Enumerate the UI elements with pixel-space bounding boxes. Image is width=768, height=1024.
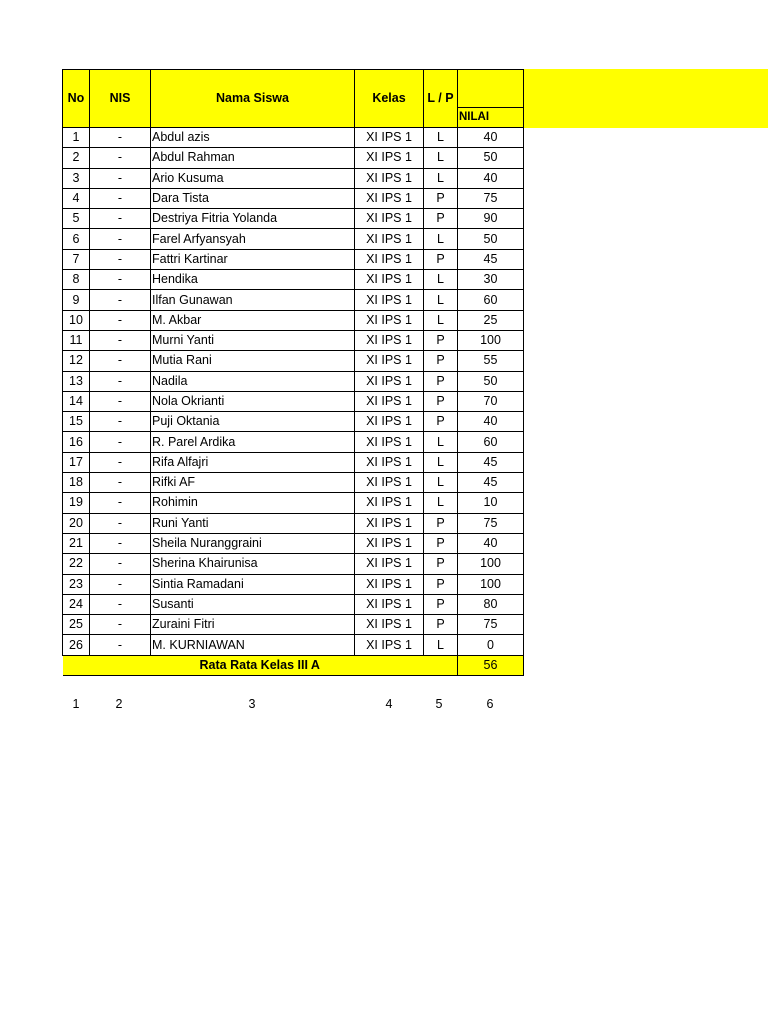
cell-nama[interactable]: Ario Kusuma xyxy=(151,168,355,188)
cell-nis[interactable]: - xyxy=(90,452,151,472)
table-row xyxy=(63,554,524,574)
cell-kelas[interactable]: XI IPS 1 xyxy=(355,615,424,635)
cell-nama[interactable]: Runi Yanti xyxy=(151,513,355,533)
cell-kelas[interactable]: XI IPS 1 xyxy=(355,188,424,208)
table-row xyxy=(63,574,524,594)
cell-nis[interactable]: - xyxy=(90,594,151,614)
table-row xyxy=(63,168,524,188)
cell-nama[interactable]: Puji Oktania xyxy=(151,412,355,432)
cell-no[interactable]: 23 xyxy=(63,574,90,594)
cell-nilai[interactable]: 75 xyxy=(458,513,524,533)
cell-nis[interactable]: - xyxy=(90,615,151,635)
cell-nama[interactable]: Zuraini Fitri xyxy=(151,615,355,635)
cell-nama[interactable]: R. Parel Ardika xyxy=(151,432,355,452)
table-row xyxy=(63,635,524,655)
cell-lp[interactable]: P xyxy=(424,391,458,411)
cell-lp[interactable]: P xyxy=(424,330,458,350)
header-nama: Nama Siswa xyxy=(151,70,355,128)
cell-nama[interactable]: M. KURNIAWAN xyxy=(151,635,355,655)
cell-kelas[interactable]: XI IPS 1 xyxy=(355,391,424,411)
cell-no[interactable]: 7 xyxy=(63,249,90,269)
cell-kelas[interactable]: XI IPS 1 xyxy=(355,432,424,452)
cell-nis[interactable]: - xyxy=(90,188,151,208)
cell-kelas[interactable]: XI IPS 1 xyxy=(355,412,424,432)
cell-nis[interactable]: - xyxy=(90,351,151,371)
cell-kelas[interactable]: XI IPS 1 xyxy=(355,148,424,168)
header-lp: L / P xyxy=(424,70,458,128)
table-row xyxy=(63,473,524,493)
cell-nis[interactable]: - xyxy=(90,168,151,188)
cell-nilai[interactable]: 40 xyxy=(458,412,524,432)
cell-nilai[interactable]: 45 xyxy=(458,249,524,269)
cell-no[interactable]: 12 xyxy=(63,351,90,371)
grades-table xyxy=(62,69,524,676)
table-row xyxy=(63,493,524,513)
table-row xyxy=(63,391,524,411)
cell-nama[interactable]: Abdul azis xyxy=(151,128,355,148)
cell-nis[interactable]: - xyxy=(90,371,151,391)
table-row xyxy=(63,148,524,168)
header-nis: NIS xyxy=(90,70,151,128)
cell-lp[interactable]: L xyxy=(424,128,458,148)
column-number: 6 xyxy=(486,697,494,711)
cell-nilai[interactable]: 90 xyxy=(458,209,524,229)
cell-kelas[interactable]: XI IPS 1 xyxy=(355,270,424,290)
cell-nama[interactable]: M. Akbar xyxy=(151,310,355,330)
cell-nis[interactable]: - xyxy=(90,229,151,249)
header-nilai-blank xyxy=(458,70,523,108)
cell-kelas[interactable]: XI IPS 1 xyxy=(355,493,424,513)
cell-nis[interactable]: - xyxy=(90,290,151,310)
cell-no[interactable]: 25 xyxy=(63,615,90,635)
header-nilai-cell xyxy=(458,70,524,128)
cell-nis[interactable]: - xyxy=(90,493,151,513)
column-number-row xyxy=(0,697,768,717)
cell-nis[interactable]: - xyxy=(90,513,151,533)
cell-nilai[interactable]: 100 xyxy=(458,330,524,350)
cell-lp[interactable]: L xyxy=(424,229,458,249)
cell-nis[interactable]: - xyxy=(90,554,151,574)
header-kelas: Kelas xyxy=(355,70,424,128)
table-row xyxy=(63,615,524,635)
cell-kelas[interactable]: XI IPS 1 xyxy=(355,310,424,330)
table-row xyxy=(63,452,524,472)
cell-lp[interactable]: L xyxy=(424,270,458,290)
cell-no[interactable]: 11 xyxy=(63,330,90,350)
table-row xyxy=(63,128,524,148)
cell-nilai[interactable]: 75 xyxy=(458,615,524,635)
cell-kelas[interactable]: XI IPS 1 xyxy=(355,574,424,594)
table-row xyxy=(63,249,524,269)
cell-lp[interactable]: P xyxy=(424,574,458,594)
cell-nis[interactable]: - xyxy=(90,432,151,452)
cell-kelas[interactable]: XI IPS 1 xyxy=(355,473,424,493)
cell-nama[interactable]: Ilfan Gunawan xyxy=(151,290,355,310)
table-row xyxy=(63,371,524,391)
column-number: 4 xyxy=(385,697,393,711)
cell-nama[interactable]: Rohimin xyxy=(151,493,355,513)
cell-lp[interactable]: P xyxy=(424,188,458,208)
cell-no[interactable]: 20 xyxy=(63,513,90,533)
table-row xyxy=(63,290,524,310)
cell-no[interactable]: 17 xyxy=(63,452,90,472)
cell-no[interactable]: 18 xyxy=(63,473,90,493)
cell-no[interactable]: 15 xyxy=(63,412,90,432)
cell-nilai[interactable]: 45 xyxy=(458,452,524,472)
cell-nama[interactable]: Destriya Fitria Yolanda xyxy=(151,209,355,229)
cell-nilai[interactable]: 55 xyxy=(458,351,524,371)
cell-nama[interactable]: Murni Yanti xyxy=(151,330,355,350)
cell-no[interactable]: 5 xyxy=(63,209,90,229)
table-row xyxy=(63,432,524,452)
table-row xyxy=(63,310,524,330)
cell-no[interactable]: 4 xyxy=(63,188,90,208)
header-no: No xyxy=(63,70,90,128)
cell-lp[interactable]: L xyxy=(424,290,458,310)
cell-nama[interactable]: Farel Arfyansyah xyxy=(151,229,355,249)
cell-no[interactable]: 2 xyxy=(63,148,90,168)
cell-no[interactable]: 26 xyxy=(63,635,90,655)
cell-no[interactable]: 16 xyxy=(63,432,90,452)
cell-nama[interactable]: Rifa Alfajri xyxy=(151,452,355,472)
cell-lp[interactable]: L xyxy=(424,148,458,168)
cell-nilai[interactable]: 25 xyxy=(458,310,524,330)
cell-nilai[interactable]: 40 xyxy=(458,128,524,148)
cell-nilai[interactable]: 40 xyxy=(458,168,524,188)
cell-nilai[interactable]: 10 xyxy=(458,493,524,513)
table-row xyxy=(63,330,524,350)
cell-no[interactable]: 6 xyxy=(63,229,90,249)
cell-lp[interactable]: P xyxy=(424,412,458,432)
cell-nama[interactable]: Susanti xyxy=(151,594,355,614)
cell-kelas[interactable]: XI IPS 1 xyxy=(355,168,424,188)
column-number: 5 xyxy=(435,697,443,711)
cell-nis[interactable]: - xyxy=(90,209,151,229)
cell-no[interactable]: 8 xyxy=(63,270,90,290)
cell-lp[interactable]: L xyxy=(424,635,458,655)
cell-kelas[interactable]: XI IPS 1 xyxy=(355,554,424,574)
cell-no[interactable]: 10 xyxy=(63,310,90,330)
cell-lp[interactable]: L xyxy=(424,473,458,493)
cell-nama[interactable]: Abdul Rahman xyxy=(151,148,355,168)
average-label: Rata Rata Kelas III A xyxy=(63,655,458,675)
cell-no[interactable]: 24 xyxy=(63,594,90,614)
cell-kelas[interactable]: XI IPS 1 xyxy=(355,128,424,148)
cell-nilai[interactable]: 30 xyxy=(458,270,524,290)
cell-kelas[interactable]: XI IPS 1 xyxy=(355,249,424,269)
cell-lp[interactable]: P xyxy=(424,554,458,574)
cell-lp[interactable]: L xyxy=(424,493,458,513)
cell-nis[interactable]: - xyxy=(90,412,151,432)
cell-nis[interactable]: - xyxy=(90,533,151,553)
cell-nilai[interactable]: 45 xyxy=(458,473,524,493)
cell-nis[interactable]: - xyxy=(90,574,151,594)
cell-nama[interactable]: Rifki AF xyxy=(151,473,355,493)
cell-lp[interactable]: P xyxy=(424,371,458,391)
cell-nama[interactable]: Dara Tista xyxy=(151,188,355,208)
cell-no[interactable]: 13 xyxy=(63,371,90,391)
cell-kelas[interactable]: XI IPS 1 xyxy=(355,533,424,553)
header-highlight-band xyxy=(523,69,768,128)
cell-nilai[interactable]: 40 xyxy=(458,533,524,553)
cell-nama[interactable]: Sintia Ramadani xyxy=(151,574,355,594)
cell-lp[interactable]: P xyxy=(424,594,458,614)
cell-nilai[interactable]: 80 xyxy=(458,594,524,614)
cell-nis[interactable]: - xyxy=(90,635,151,655)
column-number: 2 xyxy=(115,697,123,711)
cell-kelas[interactable]: XI IPS 1 xyxy=(355,452,424,472)
cell-nis[interactable]: - xyxy=(90,128,151,148)
cell-nama[interactable]: Mutia Rani xyxy=(151,351,355,371)
cell-kelas[interactable]: XI IPS 1 xyxy=(355,290,424,310)
cell-lp[interactable]: P xyxy=(424,513,458,533)
cell-no[interactable]: 22 xyxy=(63,554,90,574)
table-row xyxy=(63,229,524,249)
cell-no[interactable]: 1 xyxy=(63,128,90,148)
cell-lp[interactable]: P xyxy=(424,615,458,635)
cell-nis[interactable]: - xyxy=(90,391,151,411)
cell-lp[interactable]: P xyxy=(424,351,458,371)
column-number: 3 xyxy=(248,697,256,711)
cell-kelas[interactable]: XI IPS 1 xyxy=(355,351,424,371)
cell-nis[interactable]: - xyxy=(90,473,151,493)
table-row xyxy=(63,412,524,432)
cell-nama[interactable]: Hendika xyxy=(151,270,355,290)
cell-lp[interactable]: L xyxy=(424,168,458,188)
cell-no[interactable]: 19 xyxy=(63,493,90,513)
cell-nilai[interactable]: 100 xyxy=(458,574,524,594)
table-row xyxy=(63,351,524,371)
cell-nilai[interactable]: 70 xyxy=(458,391,524,411)
cell-nis[interactable]: - xyxy=(90,148,151,168)
table-row xyxy=(63,533,524,553)
average-row xyxy=(63,655,524,675)
column-number: 1 xyxy=(72,697,80,711)
cell-kelas[interactable]: XI IPS 1 xyxy=(355,513,424,533)
cell-lp[interactable]: P xyxy=(424,249,458,269)
cell-lp[interactable]: L xyxy=(424,432,458,452)
cell-lp[interactable]: L xyxy=(424,310,458,330)
cell-nama[interactable]: Nadila xyxy=(151,371,355,391)
cell-nilai[interactable]: 50 xyxy=(458,148,524,168)
table-row xyxy=(63,188,524,208)
cell-nilai[interactable]: 50 xyxy=(458,229,524,249)
table-row xyxy=(63,270,524,290)
cell-nilai[interactable]: 60 xyxy=(458,432,524,452)
cell-kelas[interactable]: XI IPS 1 xyxy=(355,594,424,614)
cell-nis[interactable]: - xyxy=(90,270,151,290)
cell-nilai[interactable]: 100 xyxy=(458,554,524,574)
cell-nis[interactable]: - xyxy=(90,330,151,350)
cell-nama[interactable]: Fattri Kartinar xyxy=(151,249,355,269)
cell-nama[interactable]: Nola Okrianti xyxy=(151,391,355,411)
cell-nama[interactable]: Sheila Nuranggraini xyxy=(151,533,355,553)
cell-nama[interactable]: Sherina Khairunisa xyxy=(151,554,355,574)
cell-nis[interactable]: - xyxy=(90,310,151,330)
table-row xyxy=(63,209,524,229)
cell-nilai[interactable]: 0 xyxy=(458,635,524,655)
cell-kelas[interactable]: XI IPS 1 xyxy=(355,209,424,229)
header-row xyxy=(63,70,524,128)
cell-nilai[interactable]: 75 xyxy=(458,188,524,208)
cell-kelas[interactable]: XI IPS 1 xyxy=(355,371,424,391)
table-row xyxy=(63,594,524,614)
cell-nilai[interactable]: 60 xyxy=(458,290,524,310)
cell-lp[interactable]: P xyxy=(424,209,458,229)
cell-lp[interactable]: P xyxy=(424,533,458,553)
cell-no[interactable]: 3 xyxy=(63,168,90,188)
cell-nis[interactable]: - xyxy=(90,249,151,269)
header-nilai: NILAI xyxy=(459,111,490,123)
cell-nilai[interactable]: 50 xyxy=(458,371,524,391)
average-value[interactable]: 56 xyxy=(458,655,524,675)
cell-kelas[interactable]: XI IPS 1 xyxy=(355,229,424,249)
cell-no[interactable]: 14 xyxy=(63,391,90,411)
table-row xyxy=(63,513,524,533)
cell-no[interactable]: 9 xyxy=(63,290,90,310)
cell-kelas[interactable]: XI IPS 1 xyxy=(355,330,424,350)
cell-no[interactable]: 21 xyxy=(63,533,90,553)
cell-kelas[interactable]: XI IPS 1 xyxy=(355,635,424,655)
cell-lp[interactable]: L xyxy=(424,452,458,472)
